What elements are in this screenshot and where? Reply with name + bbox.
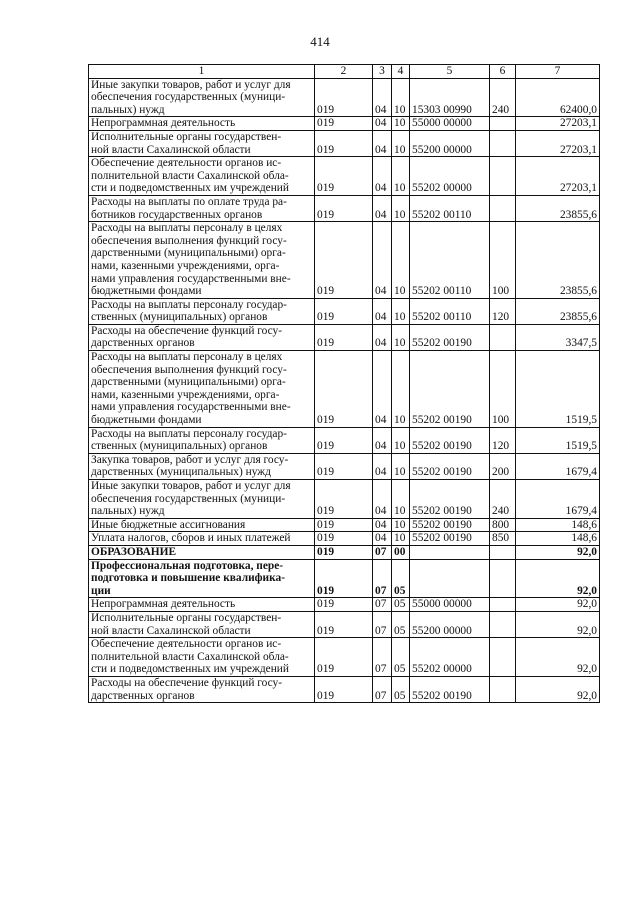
table-row: [89, 351, 600, 428]
target-article-cell: 55202 00110: [410, 195, 490, 221]
row-name-line: бюджетными фондами: [91, 285, 202, 298]
header-cell: 1: [89, 65, 315, 79]
ministry-code-cell: 019: [315, 545, 373, 559]
amount-cell: 27203,1: [516, 130, 600, 156]
row-name-line: Закупка товаров, работ и услуг для госу-: [91, 453, 289, 466]
amount-cell: 148,6: [516, 518, 600, 532]
row-name-cell: [89, 117, 315, 131]
table-row: [89, 117, 600, 131]
amount-cell: 27203,1: [516, 117, 600, 131]
row-name-cell: [89, 545, 315, 559]
subsection-code-cell: 10: [392, 130, 410, 156]
row-name-line: нами управления государственными вне-: [91, 272, 291, 285]
row-name-line: сти и подведомственных им учреждений: [91, 182, 290, 195]
row-name-line: нами управления государственными вне-: [91, 401, 291, 414]
row-name-cell: [89, 157, 315, 196]
section-code-cell: 04: [373, 222, 392, 299]
row-name-cell: [89, 195, 315, 221]
row-name-line: дарственными (муниципальными) орга-: [91, 376, 286, 389]
ministry-code-cell: 019: [315, 518, 373, 532]
subsection-code-cell: 05: [392, 598, 410, 612]
subsection-code-cell: 10: [392, 324, 410, 350]
section-code-cell: 04: [373, 480, 392, 519]
expense-type-cell: [490, 676, 516, 702]
section-code-cell: 04: [373, 130, 392, 156]
amount-cell: 92,0: [516, 638, 600, 677]
header-cell: 7: [516, 65, 600, 79]
ministry-code-cell: 019: [315, 130, 373, 156]
row-name-line: обеспечения выполнения функций госу-: [91, 363, 287, 376]
row-name-line: полнительной власти Сахалинской обла-: [91, 650, 289, 663]
row-name-line: полнительной власти Сахалинской обла-: [91, 169, 289, 182]
section-code-cell: 07: [373, 611, 392, 637]
row-name-line: ботников государственных органов: [91, 208, 263, 221]
row-name-cell: [89, 351, 315, 428]
subsection-code-cell: 05: [392, 676, 410, 702]
ministry-code-cell: 019: [315, 195, 373, 221]
row-name-line: Непрограммная деятельность: [91, 117, 236, 130]
table-row: [89, 130, 600, 156]
target-article-cell: 55202 00190: [410, 676, 490, 702]
row-name-line: Расходы на выплаты персоналу в целях: [91, 222, 283, 235]
table-row: [89, 598, 600, 612]
target-article-cell: 55202 00110: [410, 222, 490, 299]
ministry-code-cell: 019: [315, 222, 373, 299]
row-name-line: обеспечения выполнения функций госу-: [91, 234, 287, 247]
amount-cell: 1519,5: [516, 351, 600, 428]
section-code-cell: 07: [373, 676, 392, 702]
row-name-cell: [89, 638, 315, 677]
amount-cell: 1679,4: [516, 453, 600, 479]
row-name-line: нами, казенными учреждениями, орга-: [91, 388, 280, 401]
table-row: [89, 559, 600, 598]
table-row: [89, 427, 600, 453]
row-name-cell: [89, 222, 315, 299]
row-name-line: Непрограммная деятельность: [91, 598, 236, 611]
expense-type-cell: 800: [490, 518, 516, 532]
ministry-code-cell: 019: [315, 638, 373, 677]
subsection-code-cell: 10: [392, 518, 410, 532]
ministry-code-cell: 019: [315, 598, 373, 612]
row-name-cell: [89, 532, 315, 546]
row-name-line: ственных (муниципальных) органов: [91, 311, 268, 324]
row-name-line: подготовка и повышение квалифика-: [91, 572, 285, 585]
row-name-line: Расходы на обеспечение функций госу-: [91, 676, 283, 689]
row-name-cell: [89, 453, 315, 479]
expense-type-cell: [490, 195, 516, 221]
ministry-code-cell: 019: [315, 427, 373, 453]
row-name-cell: [89, 559, 315, 598]
row-name-line: ОБРАЗОВАНИЕ: [91, 545, 177, 558]
target-article-cell: 55202 00190: [410, 453, 490, 479]
ministry-code-cell: 019: [315, 351, 373, 428]
target-article-cell: 55202 00000: [410, 638, 490, 677]
row-name-cell: [89, 78, 315, 117]
subsection-code-cell: 10: [392, 453, 410, 479]
row-name-line: Иные бюджетные ассигнования: [91, 518, 246, 531]
row-name-cell: [89, 611, 315, 637]
subsection-code-cell: 10: [392, 78, 410, 117]
table-row: [89, 78, 600, 117]
row-name-line: обеспечения государственных (муници-: [91, 91, 286, 104]
amount-cell: 92,0: [516, 559, 600, 598]
header-cell: 5: [410, 65, 490, 79]
subsection-code-cell: 10: [392, 157, 410, 196]
row-name-line: дарственных органов: [91, 337, 195, 350]
table-row: [89, 453, 600, 479]
header-cell: 2: [315, 65, 373, 79]
target-article-cell: 55202 00190: [410, 518, 490, 532]
subsection-code-cell: 10: [392, 480, 410, 519]
target-article-cell: 55202 00000: [410, 157, 490, 196]
amount-cell: 3347,5: [516, 324, 600, 350]
row-name-cell: [89, 676, 315, 702]
table-row: [89, 298, 600, 324]
ministry-code-cell: 019: [315, 559, 373, 598]
row-name-line: Обеспечение деятельности органов ис-: [91, 638, 282, 651]
section-code-cell: 07: [373, 598, 392, 612]
ministry-code-cell: 019: [315, 453, 373, 479]
table-row: [89, 157, 600, 196]
target-article-cell: 55202 00190: [410, 324, 490, 350]
row-name-line: Исполнительные органы государствен-: [91, 130, 282, 143]
expense-type-cell: [490, 117, 516, 131]
expense-type-cell: [490, 130, 516, 156]
amount-cell: 23855,6: [516, 222, 600, 299]
ministry-code-cell: 019: [315, 298, 373, 324]
row-name-line: Уплата налогов, сборов и иных платежей: [91, 532, 291, 545]
section-code-cell: 04: [373, 78, 392, 117]
table-row: [89, 532, 600, 546]
budget-table: [88, 64, 600, 703]
subsection-code-cell: 05: [392, 638, 410, 677]
subsection-code-cell: 10: [392, 222, 410, 299]
row-name-line: Расходы на выплаты персоналу государ-: [91, 427, 287, 440]
amount-cell: 148,6: [516, 532, 600, 546]
expense-type-cell: 120: [490, 427, 516, 453]
expense-type-cell: [490, 638, 516, 677]
ministry-code-cell: 019: [315, 157, 373, 196]
target-article-cell: [410, 559, 490, 598]
table-row: [89, 638, 600, 677]
expense-type-cell: 120: [490, 298, 516, 324]
target-article-cell: 55200 00000: [410, 130, 490, 156]
subsection-code-cell: 10: [392, 351, 410, 428]
row-name-line: пальных) нужд: [91, 505, 165, 518]
table-row: [89, 480, 600, 519]
expense-type-cell: 100: [490, 222, 516, 299]
amount-cell: 92,0: [516, 676, 600, 702]
subsection-code-cell: 00: [392, 545, 410, 559]
amount-cell: 1519,5: [516, 427, 600, 453]
section-code-cell: 07: [373, 559, 392, 598]
row-name-line: Профессиональная подготовка, пере-: [91, 559, 284, 572]
section-code-cell: 04: [373, 298, 392, 324]
row-name-line: дарственными (муниципальными) орга-: [91, 247, 286, 260]
section-code-cell: 07: [373, 638, 392, 677]
expense-type-cell: [490, 324, 516, 350]
ministry-code-cell: 019: [315, 480, 373, 519]
expense-type-cell: [490, 545, 516, 559]
target-article-cell: 55202 00190: [410, 351, 490, 428]
subsection-code-cell: 05: [392, 559, 410, 598]
subsection-code-cell: 10: [392, 532, 410, 546]
table-row: [89, 222, 600, 299]
section-code-cell: 04: [373, 532, 392, 546]
row-name-line: ственных (муниципальных) органов: [91, 440, 268, 453]
expense-type-cell: [490, 157, 516, 196]
section-code-cell: 04: [373, 195, 392, 221]
row-name-cell: [89, 480, 315, 519]
row-name-line: Расходы на выплаты персоналу государ-: [91, 298, 287, 311]
table-row: [89, 676, 600, 702]
table-row: [89, 518, 600, 532]
subsection-code-cell: 10: [392, 298, 410, 324]
target-article-cell: 55000 00000: [410, 598, 490, 612]
row-name-cell: [89, 324, 315, 350]
section-code-cell: 04: [373, 157, 392, 196]
target-article-cell: 15303 00990: [410, 78, 490, 117]
section-code-cell: 04: [373, 351, 392, 428]
row-name-line: Расходы на обеспечение функций госу-: [91, 324, 283, 337]
expense-type-cell: [490, 611, 516, 637]
row-name-line: дарственных органов: [91, 689, 195, 702]
amount-cell: 23855,6: [516, 298, 600, 324]
amount-cell: 62400,0: [516, 78, 600, 117]
row-name-line: Иные закупки товаров, работ и услуг для: [91, 78, 291, 91]
row-name-line: Иные закупки товаров, работ и услуг для: [91, 480, 291, 492]
row-name-line: дарственных (муниципальных) нужд: [91, 466, 271, 479]
amount-cell: 92,0: [516, 545, 600, 559]
target-article-cell: 55000 00000: [410, 117, 490, 131]
row-name-line: Расходы на выплаты по оплате труда ра-: [91, 195, 287, 208]
expense-type-cell: [490, 559, 516, 598]
amount-cell: 23855,6: [516, 195, 600, 221]
subsection-code-cell: 10: [392, 117, 410, 131]
table-row: [89, 545, 600, 559]
row-name-cell: [89, 130, 315, 156]
expense-type-cell: 850: [490, 532, 516, 546]
row-name-line: Исполнительные органы государствен-: [91, 611, 282, 624]
row-name-line: Расходы на выплаты персоналу в целях: [91, 351, 283, 364]
row-name-line: Обеспечение деятельности органов ис-: [91, 157, 282, 170]
target-article-cell: 55202 00190: [410, 532, 490, 546]
subsection-code-cell: 10: [392, 195, 410, 221]
section-code-cell: 04: [373, 427, 392, 453]
row-name-line: обеспечения государственных (муници-: [91, 492, 286, 505]
section-code-cell: 04: [373, 453, 392, 479]
section-code-cell: 07: [373, 545, 392, 559]
row-name-line: пальных) нужд: [91, 103, 165, 116]
ministry-code-cell: 019: [315, 324, 373, 350]
expense-type-cell: 240: [490, 78, 516, 117]
table-row: [89, 195, 600, 221]
ministry-code-cell: 019: [315, 676, 373, 702]
row-name-line: ной власти Сахалинской области: [91, 143, 251, 156]
table-header-row: [89, 65, 600, 79]
subsection-code-cell: 10: [392, 427, 410, 453]
expense-type-cell: 200: [490, 453, 516, 479]
ministry-code-cell: 019: [315, 532, 373, 546]
row-name-line: бюджетными фондами: [91, 414, 202, 427]
target-article-cell: [410, 545, 490, 559]
row-name-cell: [89, 518, 315, 532]
expense-type-cell: 240: [490, 480, 516, 519]
expense-type-cell: 100: [490, 351, 516, 428]
amount-cell: 27203,1: [516, 157, 600, 196]
amount-cell: 1679,4: [516, 480, 600, 519]
row-name-cell: [89, 598, 315, 612]
target-article-cell: 55202 00110: [410, 298, 490, 324]
expense-type-cell: [490, 598, 516, 612]
table-row: [89, 611, 600, 637]
table-row: [89, 324, 600, 350]
ministry-code-cell: 019: [315, 78, 373, 117]
row-name-line: ной власти Сахалинской области: [91, 624, 251, 637]
target-article-cell: 55202 00190: [410, 427, 490, 453]
amount-cell: 92,0: [516, 598, 600, 612]
ministry-code-cell: 019: [315, 611, 373, 637]
row-name-cell: [89, 298, 315, 324]
row-name-line: нами, казенными учреждениями, орга-: [91, 259, 280, 272]
section-code-cell: 04: [373, 518, 392, 532]
amount-cell: 92,0: [516, 611, 600, 637]
header-cell: 3: [373, 65, 392, 79]
header-cell: 6: [490, 65, 516, 79]
section-code-cell: 04: [373, 324, 392, 350]
header-cell: 4: [392, 65, 410, 79]
row-name-line: ции: [91, 584, 111, 597]
ministry-code-cell: 019: [315, 117, 373, 131]
target-article-cell: 55202 00190: [410, 480, 490, 519]
section-code-cell: 04: [373, 117, 392, 131]
row-name-line: сти и подведомственных им учреждений: [91, 663, 290, 676]
target-article-cell: 55200 00000: [410, 611, 490, 637]
page-number: 414: [310, 34, 330, 49]
row-name-cell: [89, 427, 315, 453]
subsection-code-cell: 05: [392, 611, 410, 637]
